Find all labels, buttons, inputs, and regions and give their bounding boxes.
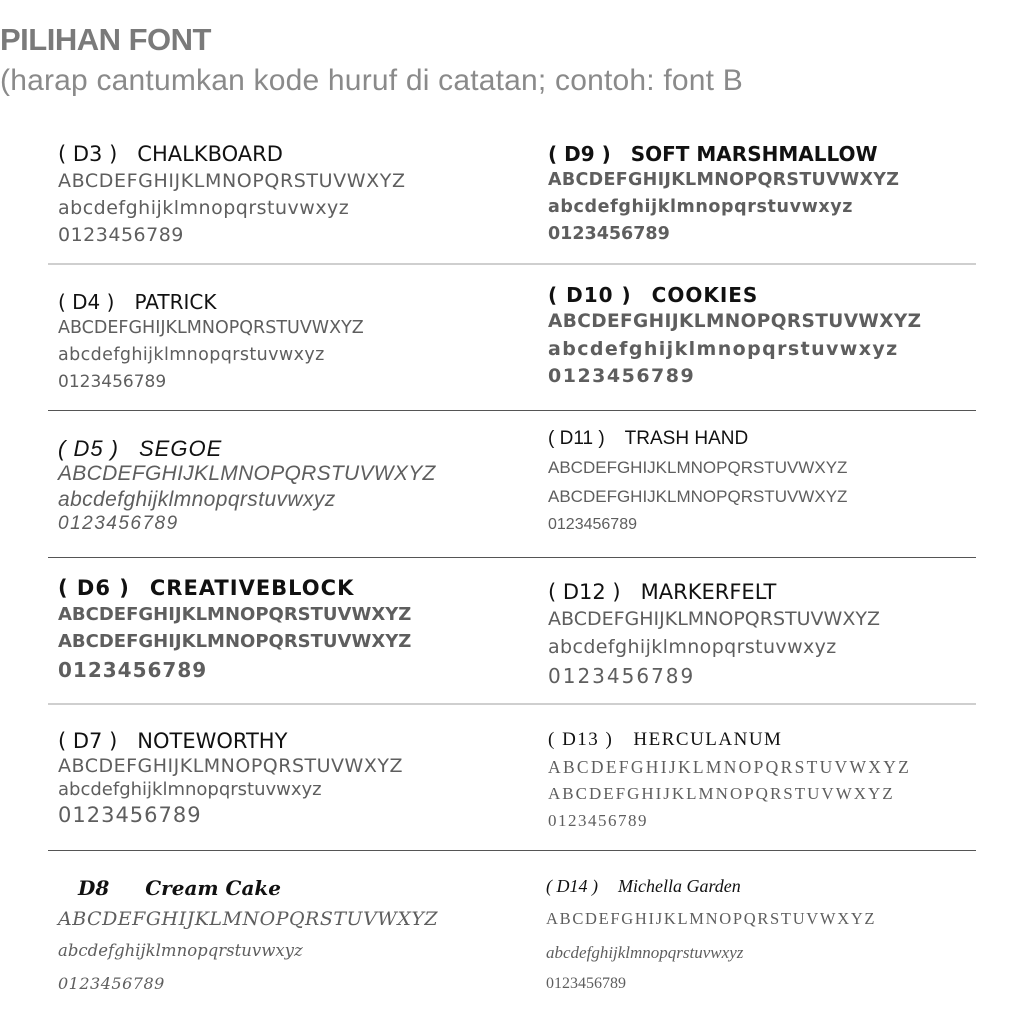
font-name: CREATIVEBLOCK (149, 576, 355, 600)
font-name: TRASH HAND (624, 428, 749, 449)
font-name: MARKERFELT (640, 580, 777, 604)
font-name: Michella Garden (618, 876, 741, 896)
font-sample-d14 (546, 876, 876, 993)
page-subtitle: (harap cantumkan kode huruf di catatan; contoh: font B (0, 64, 743, 97)
uppercase-sample-alt: ABCDEFGHIJKLMNOPQRSTUVWXYZ (58, 631, 412, 652)
uppercase-sample: ABCDEFGHIJKLMNOPQRSTUVWXYZ (548, 311, 922, 332)
digits-sample: 0123456789 (58, 803, 202, 827)
font-name: COOKIES (651, 283, 759, 307)
font-name: NOTEWORTHY (137, 729, 288, 753)
font-code: ( D6 ) (58, 576, 130, 600)
font-code: ( D9 ) (548, 142, 611, 166)
font-name: Cream Cake (145, 876, 281, 900)
font-sample-d3 (58, 142, 406, 246)
row-divider (48, 850, 976, 851)
lowercase-sample: abcdefghijklmnopqrstuvwxyz (548, 338, 899, 360)
lowercase-sample: abcdefghijklmnopqrstuvwxyz (58, 941, 303, 960)
digits-sample: 0123456789 (548, 811, 648, 830)
lowercase-sample: abcdefghijklmnopqrstuvwxyz (546, 943, 744, 962)
digits-sample: 0123456789 (548, 516, 637, 533)
font-sample-d8 (58, 876, 438, 993)
uppercase-sample: ABCDEFGHIJKLMNOPQRSTUVWXYZ (548, 608, 880, 630)
uppercase-sample-alt: ABCDEFGHIJKLMNOPQRSTUVWXYZ (548, 487, 848, 506)
lowercase-sample: abcdefghijklmnopqrstuvwxyz (548, 636, 837, 658)
lowercase-sample: abcdefghijklmnopqrstuvwxyz (58, 345, 325, 365)
font-sample-d12 (548, 580, 880, 688)
font-sample-d11 (548, 428, 847, 534)
digits-sample: 0123456789 (546, 975, 626, 992)
uppercase-sample: ABCDEFGHIJKLMNOPQRSTUVWXYZ (58, 462, 436, 485)
digits-sample: 0123456789 (58, 224, 184, 246)
font-sample-d10 (548, 283, 922, 387)
lowercase-sample: abcdefghijklmnopqrstuvwxyz (58, 779, 322, 800)
digits-sample: 0123456789 (548, 664, 696, 688)
digits-sample: 0123456789 (58, 974, 165, 993)
lowercase-sample: abcdefghijklmnopqrstuvwxyz (58, 488, 336, 511)
uppercase-sample-alt: ABCDEFGHIJKLMNOPQRSTUVWXYZ (548, 784, 895, 803)
digits-sample: 0123456789 (58, 658, 208, 682)
lowercase-sample: abcdefghijklmnopqrstuvwxyz (58, 197, 350, 219)
uppercase-sample: ABCDEFGHIJKLMNOPQRSTUVWXYZ (58, 170, 406, 192)
digits-sample: 0123456789 (58, 513, 179, 534)
font-name: SEGOE (139, 436, 223, 461)
font-code: ( D10 ) (548, 283, 632, 307)
digits-sample: 0123456789 (548, 224, 670, 244)
uppercase-sample: ABCDEFGHIJKLMNOPQRSTUVWXYZ (58, 755, 403, 777)
row-divider (48, 703, 976, 705)
font-sample-d13 (548, 729, 911, 831)
font-code: ( D12 ) (548, 580, 621, 604)
font-sample-d5 (58, 436, 436, 535)
font-name: SOFT MARSHMALLOW (630, 142, 878, 166)
font-sample-d7 (58, 729, 403, 827)
row-divider (48, 263, 976, 265)
lowercase-sample: abcdefghijklmnopqrstuvwxyz (548, 197, 854, 217)
font-name: CHALKBOARD (137, 142, 283, 166)
font-code: ( D5 ) (58, 436, 119, 461)
row-divider (48, 410, 976, 411)
font-name: PATRICK (134, 290, 217, 314)
font-name: HERCULANUM (633, 729, 783, 750)
uppercase-sample: ABCDEFGHIJKLMNOPQRSTUVWXYZ (548, 757, 912, 777)
uppercase-sample: ABCDEFGHIJKLMNOPQRSTUVWXYZ (58, 908, 439, 930)
font-code: ( D4 ) (58, 290, 115, 314)
font-sample-d4 (58, 290, 364, 392)
uppercase-sample: ABCDEFGHIJKLMNOPQRSTUVWXYZ (548, 458, 848, 477)
font-sample-d9 (548, 142, 899, 244)
font-code: ( D14 ) (546, 876, 598, 896)
font-sample-d6 (58, 576, 411, 682)
font-code: ( D11 ) (548, 428, 605, 449)
font-code: ( D7 ) (58, 729, 118, 753)
uppercase-sample: ABCDEFGHIJKLMNOPQRSTUVWXYZ (58, 604, 412, 625)
row-divider (48, 557, 976, 558)
uppercase-sample: ABCDEFGHIJKLMNOPQRSTUVWXYZ (548, 170, 900, 190)
uppercase-sample: ABCDEFGHIJKLMNOPQRSTUVWXYZ (546, 909, 877, 928)
digits-sample: 0123456789 (548, 365, 696, 387)
uppercase-sample: ABCDEFGHIJKLMNOPQRSTUVWXYZ (58, 318, 364, 338)
digits-sample: 0123456789 (58, 372, 167, 392)
page-title: PILIHAN FONT (0, 22, 211, 57)
font-code: D8 (78, 876, 110, 900)
font-code: ( D13 ) (548, 729, 614, 750)
font-code: ( D3 ) (58, 142, 118, 166)
